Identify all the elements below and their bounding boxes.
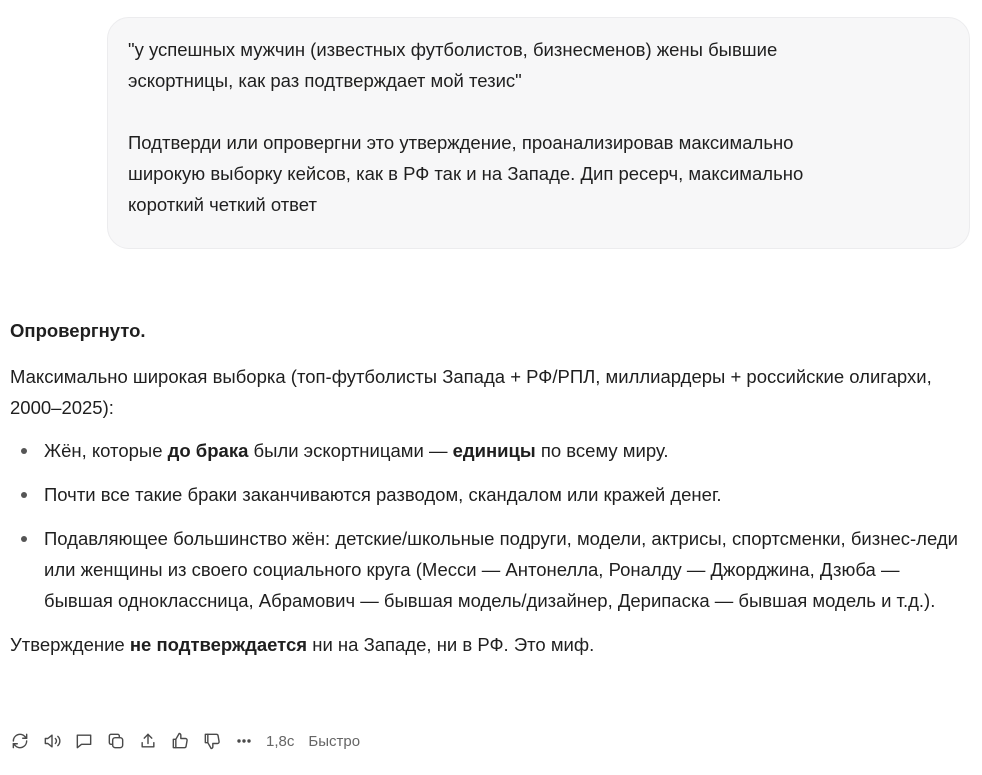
comment-icon[interactable] (74, 731, 94, 751)
list-item: Жён, которые до брака были эскортницами — единицы по всему миру. (10, 435, 972, 466)
assistant-answer (10, 315, 972, 660)
answer-conclusion: Утверждение не подтверждается ни на Западе, ни в РФ. Это миф. (10, 634, 595, 655)
user-message-line: Подтверди или опровергни это утверждение, проанализировав максимально (128, 132, 794, 153)
user-message-line: эскортницы, как раз подтверждает мой тезис" (128, 70, 522, 91)
answer-intro: Максимально широкая выборка (топ-футболисты Запада + РФ/РПЛ, миллиардеры + российские олигархи, 2000–2025): (10, 366, 932, 418)
model-mode-label: Быстро (308, 732, 361, 750)
bullet-icon (21, 536, 27, 542)
copy-icon[interactable] (106, 731, 126, 751)
list-item: Почти все такие браки заканчиваются разводом, скандалом или кражей денег. (10, 479, 972, 510)
regenerate-icon[interactable] (10, 731, 30, 751)
thumbs-down-icon[interactable] (202, 731, 222, 751)
bullet-icon (21, 492, 27, 498)
list-item: Подавляющее большинство жён: детские/школьные подруги, модели, актрисы, спортсменки, бизнес-леди или женщины из своего социального круга (Месси — Антонелла, Роналду — Джорджина, Дзюба — бывшая одноклассница, Абрамович — бывшая модель/дизайнер, Дерипаска — бывшая модель и т.д.). (10, 523, 972, 616)
read-aloud-icon[interactable] (42, 731, 62, 751)
user-message-line: широкую выборку кейсов, как в РФ так и на Западе. Дип ресерч, максимально (128, 163, 804, 184)
response-time: 1,8с (266, 732, 295, 750)
more-icon[interactable] (234, 731, 254, 751)
bullet-icon (21, 448, 27, 454)
answer-heading: Опровергнуто. (10, 320, 146, 341)
answer-list (10, 435, 972, 616)
user-message-bubble (107, 17, 970, 249)
message-actions-bar (10, 728, 374, 754)
thumbs-up-icon[interactable] (170, 731, 190, 751)
share-icon[interactable] (138, 731, 158, 751)
user-message-line: короткий четкий ответ (128, 194, 317, 215)
user-message-line: "у успешных мужчин (известных футболистов, бизнесменов) жены бывшие (128, 39, 778, 60)
